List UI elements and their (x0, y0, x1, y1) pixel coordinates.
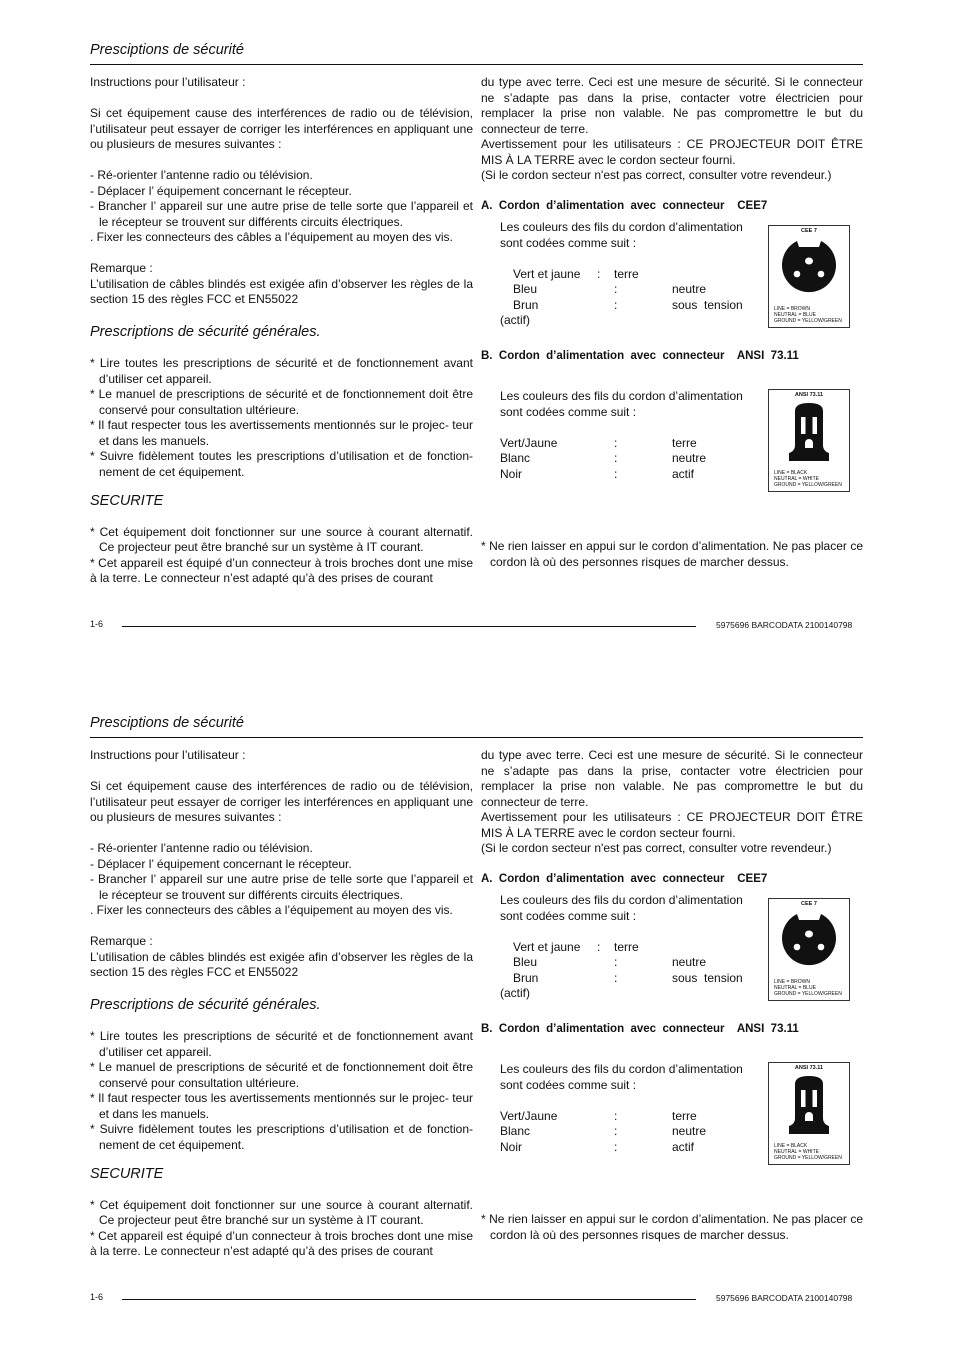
page-header: Presciptions de sécurité (90, 42, 244, 58)
page-number: 1-6 (90, 1292, 104, 1302)
header-rule (90, 64, 863, 65)
document-code: 5975696 BARCODATA 2100140798 (716, 620, 853, 630)
wire-color: Vert et jaune (513, 939, 581, 954)
warning-text: Avertissement pour les utilisateurs : CE PROJECTEUR DOIT ÊTRE MIS À LA TERRE avec le cordon secteur fourni. (481, 810, 863, 840)
interference-text: Si cet équipement cause des interférences de radio ou de télévision, l’utilisateur peut essayer de corriger les interférences en appliquant une ou plusieurs de mesures suivantes : (90, 106, 473, 151)
section-b-body (500, 389, 768, 482)
cee7-plug-diagram (768, 225, 850, 328)
general-item: * Il faut respecter tous les avertissements mentionnés sur le projec- teur et dans les manuels. (90, 418, 473, 448)
wire-function: neutre (672, 1124, 707, 1138)
section-b-title: B. Cordon d’alimentation avec connecteur ANSI 73.11 (481, 350, 799, 362)
measure-item: - Brancher l’ appareil sur une autre prise de telle sorte que l’appareil et le récepteur se trouvent sur différents circuits électriques. (90, 872, 473, 902)
wire-function: terre (672, 435, 697, 450)
section-b-title: B. Cordon d’alimentation avec connecteur ANSI 73.11 (481, 1023, 799, 1035)
intro-text: Instructions pour l’utilisateur : (90, 748, 246, 762)
ansi-plug-diagram (768, 1062, 850, 1165)
cee7-plug-icon (769, 908, 849, 978)
color-row (500, 955, 760, 971)
securite-item: * Cet appareil est équipé d’un connecteur à trois broches dont une mise à la terre. Le connecteur n’est adapté qu’à des prises de courant (90, 1228, 473, 1258)
plug-legend: LINE = BLACK NEUTRAL = WHITE GROUND = YELLOW/GREEN (774, 470, 842, 488)
securite-title: SECURITE (90, 1166, 164, 1182)
footer-rule (122, 626, 696, 627)
wire-function: neutre (672, 282, 707, 296)
header-rule (90, 737, 863, 738)
color-row (500, 1140, 768, 1156)
general-item: * Lire toutes les prescriptions de sécurité et de fonctionnement avant d’utiliser cet appareil. (90, 356, 473, 386)
wire-color: Vert et jaune (513, 266, 581, 281)
color-row (500, 282, 760, 298)
page-number: 1-6 (90, 619, 104, 629)
page-copy-1 (0, 0, 954, 672)
wire-color: Blanc (500, 451, 531, 465)
general-item: * Suivre fidèlement toutes les prescriptions d’utilisation et de fonction- nement de cet équipement. (90, 1122, 473, 1152)
section-a-title: A. Cordon d’alimentation avec connecteur CEE7 (481, 200, 768, 212)
color-row (500, 451, 768, 467)
wire-color: Brun (513, 970, 539, 985)
plug-legend: LINE = BROWN NEUTRAL = BLUE GROUND = YELLOW/GREEN (774, 306, 842, 324)
separator: : (597, 266, 601, 281)
continuation-text: du type avec terre. Ceci est une mesure de sécurité. Si le connecteur ne s’adapte pas dans la prise, contacter votre électricien pour remplacer la prise non valable. Ne pas compromettre le but du connecteur de terre. (481, 75, 863, 136)
document-code: 5975696 BARCODATA 2100140798 (716, 1293, 853, 1303)
securite-item: * Cet équipement doit fonctionner sur une source à courant alternatif. Ce projecteur peut être branché sur un système à IT courant. (90, 524, 473, 554)
color-row (500, 1109, 768, 1125)
general-item: * Suivre fidèlement toutes les prescriptions d’utilisation et de fonction- nement de cet équipement. (90, 449, 473, 479)
warning-text: Avertissement pour les utilisateurs : CE PROJECTEUR DOIT ÊTRE MIS À LA TERRE avec le cordon secteur fourni. (481, 137, 863, 167)
wire-function: neutre (672, 955, 707, 969)
separator: : (614, 955, 618, 969)
color-row (500, 436, 768, 452)
right-column (481, 75, 863, 184)
active-note: (actif) (500, 986, 530, 1000)
color-row (500, 1124, 768, 1140)
color-row (500, 971, 760, 987)
measure-item: - Déplacer l’ équipement concernant le récepteur. (90, 856, 352, 871)
active-note: (actif) (500, 313, 530, 327)
cord-note (481, 539, 863, 570)
remark-label: Remarque : (90, 934, 153, 948)
section-a-body (500, 220, 760, 329)
measure-item: - Brancher l’ appareil sur une autre prise de telle sorte que l’appareil et le récepteur se trouvent sur différents circuits électriques. (90, 199, 473, 229)
wire-function: terre (614, 266, 639, 281)
separator: : (614, 466, 618, 481)
wire-function: sous tension (672, 970, 743, 985)
general-item: * Le manuel de prescriptions de sécurité et de fonctionnement doit être conservé pour consultation ultérieure. (90, 1060, 473, 1090)
remark-label: Remarque : (90, 261, 153, 275)
right-column (481, 748, 863, 857)
cord-note (481, 1212, 863, 1243)
section-a-intro: Les couleurs des fils du cordon d’alimentation sont codées comme suit : (500, 893, 743, 923)
separator: : (614, 970, 618, 985)
ansi-plug-icon (769, 1072, 849, 1142)
plug-legend: LINE = BLACK NEUTRAL = WHITE GROUND = YELLOW/GREEN (774, 1143, 842, 1161)
color-row (500, 940, 760, 956)
separator: : (614, 1139, 618, 1154)
cord-note-text: * Ne rien laisser en appui sur le cordon d’alimentation. Ne pas placer ce cordon là où des personnes risques de marcher dessus. (481, 1212, 863, 1242)
color-row (500, 267, 760, 283)
left-column (90, 748, 473, 1260)
plug-title: ANSI 73.11 (794, 1065, 824, 1071)
section-b-intro: Les couleurs des fils du cordon d’alimentation sont codées comme suit : (500, 1062, 743, 1092)
wire-function: terre (672, 1108, 697, 1123)
separator: : (614, 435, 618, 450)
measure-item: - Ré-orienter l’antenne radio ou télévision. (90, 841, 313, 855)
plug-title: ANSI 73.11 (794, 392, 824, 398)
general-item: * Le manuel de prescriptions de sécurité et de fonctionnement doit être conservé pour consultation ultérieure. (90, 387, 473, 417)
securite-title: SECURITE (90, 493, 164, 509)
wire-color: Bleu (513, 955, 538, 969)
cord-note-text: * Ne rien laisser en appui sur le cordon d’alimentation. Ne pas placer ce cordon là où des personnes risques de marcher dessus. (481, 539, 863, 569)
measure-item: - Déplacer l’ équipement concernant le récepteur. (90, 183, 352, 198)
measure-item: - Ré-orienter l’antenne radio ou télévision. (90, 168, 313, 182)
separator: : (614, 282, 618, 296)
measure-item: . Fixer les connecteurs des câbles a l’équipement au moyen des vis. (90, 903, 453, 917)
left-column (90, 75, 473, 587)
page-copy-2 (0, 673, 954, 1345)
section-b-body (500, 1062, 768, 1155)
section-b-intro: Les couleurs des fils du cordon d’alimentation sont codées comme suit : (500, 389, 743, 419)
color-row-extra (500, 313, 760, 329)
plug-legend: LINE = BROWN NEUTRAL = BLUE GROUND = YELLOW/GREEN (774, 979, 842, 997)
plug-title: CEE 7 (801, 901, 817, 907)
footer-rule (122, 1299, 696, 1300)
separator: : (614, 1108, 618, 1123)
separator: : (597, 939, 601, 954)
wire-color: Blanc (500, 1124, 531, 1138)
wire-color: Bleu (513, 282, 538, 296)
section-a-intro: Les couleurs des fils du cordon d’alimentation sont codées comme suit : (500, 220, 743, 250)
general-item: * Il faut respecter tous les avertissements mentionnés sur le projec- teur et dans les manuels. (90, 1091, 473, 1121)
advice-text: (Si le cordon secteur n'est pas correct, consulter votre revendeur.) (481, 841, 832, 855)
wire-function: actif (672, 466, 695, 481)
general-safety-title: Prescriptions de sécurité générales. (90, 996, 321, 1013)
separator: : (614, 297, 618, 312)
securite-item: * Cet appareil est équipé d’un connecteur à trois broches dont une mise à la terre. Le connecteur n’est adapté qu’à des prises de courant (90, 555, 473, 585)
section-a-title: A. Cordon d’alimentation avec connecteur CEE7 (481, 873, 768, 885)
cee7-plug-diagram (768, 898, 850, 1001)
separator: : (614, 451, 618, 465)
remark-text: L’utilisation de câbles blindés est exigée afin d’observer les règles de la section 15 des règles FCC et EN55022 (90, 949, 473, 979)
ansi-plug-icon (769, 399, 849, 469)
wire-color: Noir (500, 466, 523, 481)
section-a-body (500, 893, 760, 1002)
wire-function: sous tension (672, 297, 743, 312)
intro-text: Instructions pour l’utilisateur : (90, 75, 246, 89)
general-item: * Lire toutes les prescriptions de sécurité et de fonctionnement avant d’utiliser cet appareil. (90, 1029, 473, 1059)
continuation-text: du type avec terre. Ceci est une mesure de sécurité. Si le connecteur ne s’adapte pas dans la prise, contacter votre électricien pour remplacer la prise non valable. Ne pas compromettre le but du connecteur de terre. (481, 748, 863, 809)
interference-text: Si cet équipement cause des interférences de radio ou de télévision, l’utilisateur peut essayer de corriger les interférences en appliquant une ou plusieurs de mesures suivantes : (90, 779, 473, 824)
securite-item: * Cet équipement doit fonctionner sur une source à courant alternatif. Ce projecteur peut être branché sur un système à IT courant. (90, 1197, 473, 1227)
general-safety-title: Prescriptions de sécurité générales. (90, 323, 321, 340)
wire-color: Vert/Jaune (500, 1108, 558, 1123)
wire-color: Brun (513, 297, 539, 312)
color-row (500, 298, 760, 314)
advice-text: (Si le cordon secteur n'est pas correct, consulter votre revendeur.) (481, 168, 832, 182)
wire-color: Vert/Jaune (500, 435, 558, 450)
color-row (500, 467, 768, 483)
remark-text: L’utilisation de câbles blindés est exigée afin d’observer les règles de la section 15 des règles FCC et EN55022 (90, 276, 473, 306)
plug-title: CEE 7 (801, 228, 817, 234)
wire-function: neutre (672, 451, 707, 465)
wire-function: terre (614, 939, 639, 954)
wire-function: actif (672, 1139, 695, 1154)
measure-item: . Fixer les connecteurs des câbles a l’équipement au moyen des vis. (90, 230, 453, 244)
ansi-plug-diagram (768, 389, 850, 492)
separator: : (614, 1124, 618, 1138)
wire-color: Noir (500, 1139, 523, 1154)
cee7-plug-icon (769, 235, 849, 305)
page-header: Presciptions de sécurité (90, 715, 244, 731)
color-row-extra (500, 986, 760, 1002)
